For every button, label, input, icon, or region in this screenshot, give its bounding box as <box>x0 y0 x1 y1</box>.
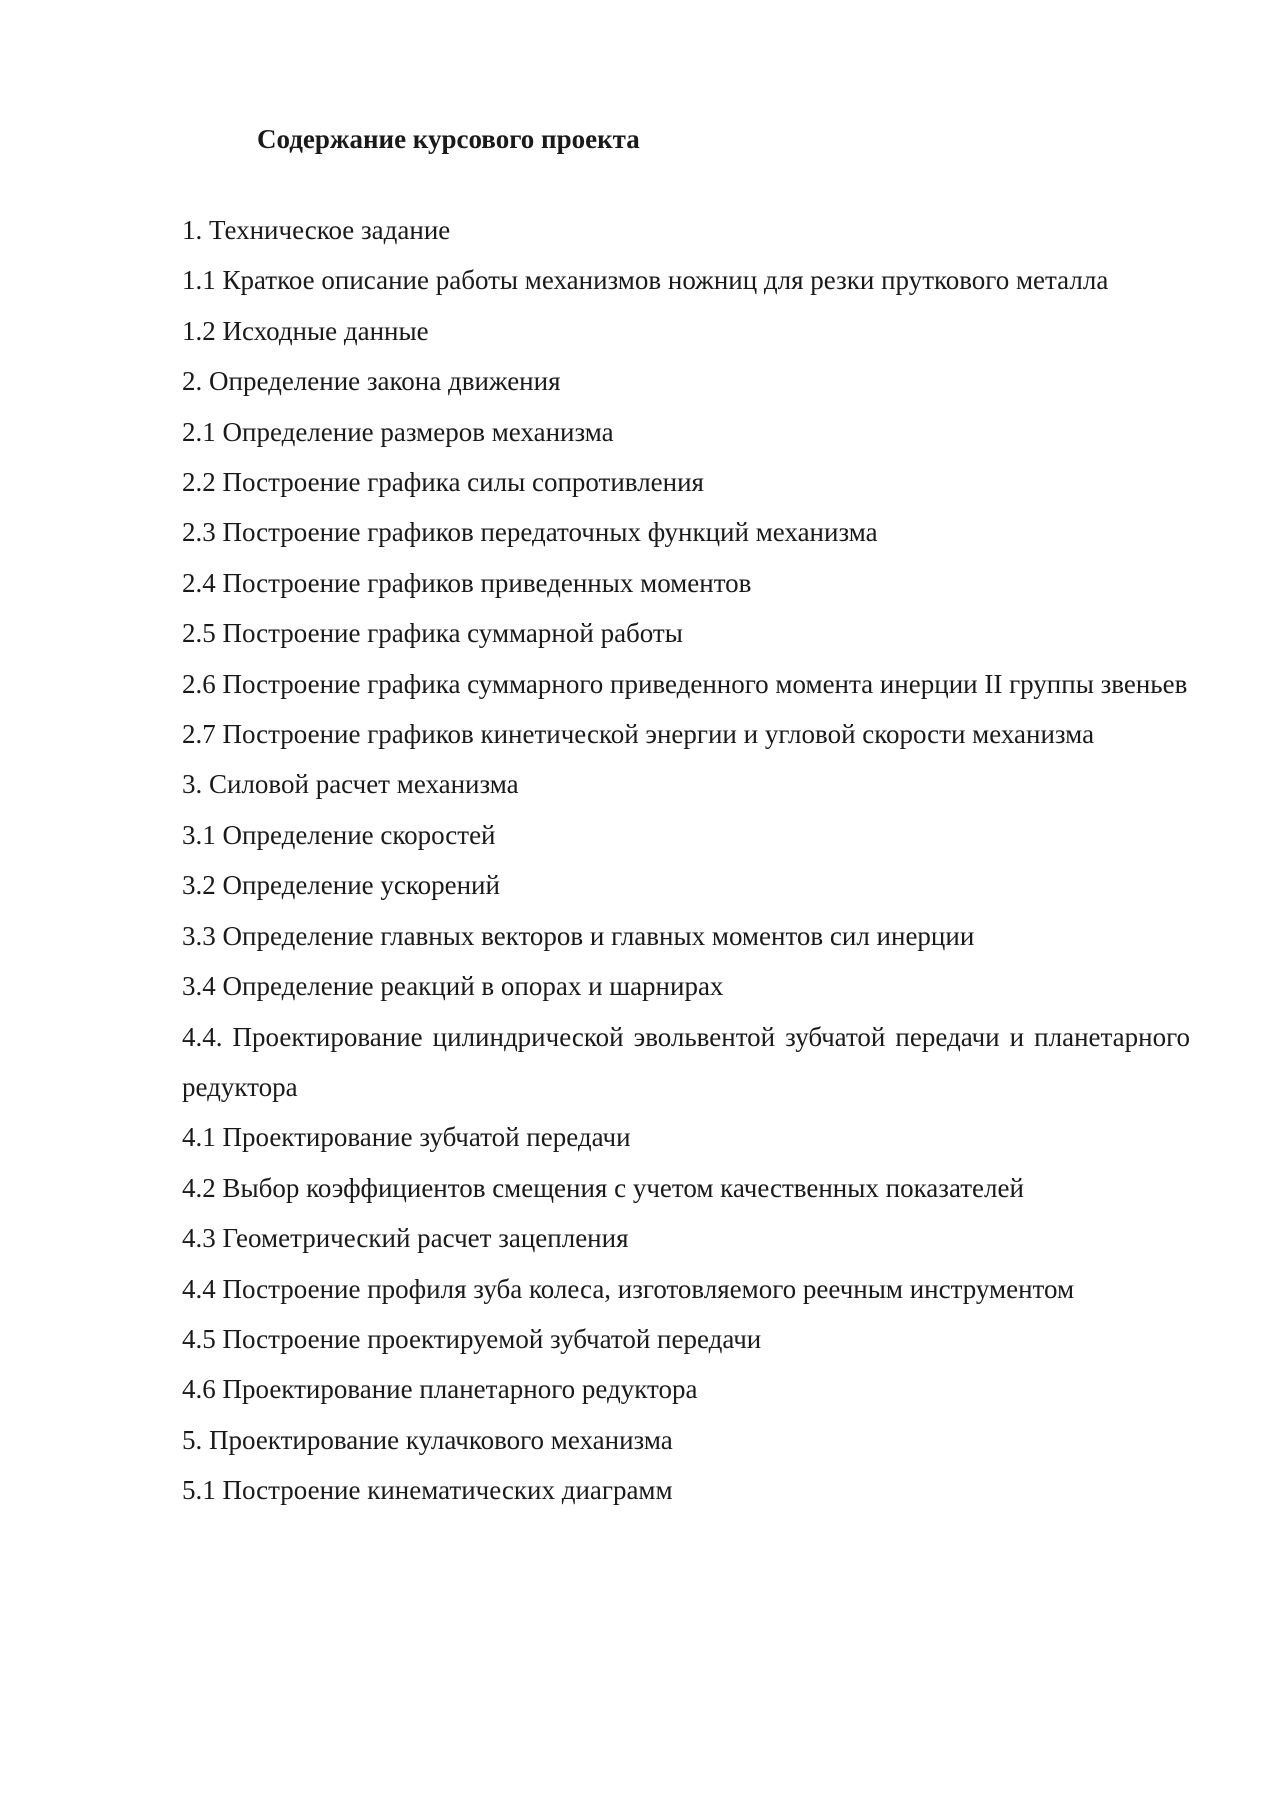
toc-item: 2.1 Определение размеров механизма <box>182 416 614 447</box>
toc-item: 2.2 Построение графика силы сопротивления <box>182 467 704 498</box>
toc-item: 5. Проектирование кулачкового механизма <box>182 1424 673 1455</box>
toc-item: 1. Техническое задание <box>182 215 451 245</box>
page-title: Содержание курсового проекта <box>257 124 640 154</box>
toc-item: 2.3 Построение графиков передаточных функций механизма <box>182 517 878 548</box>
toc-item: 2.7 Построение графиков кинетической энергии и угловой скорости механизма <box>182 719 1095 750</box>
toc-item: 3.4 Определение реакций в опорах и шарнирах <box>182 971 724 1002</box>
toc-item: 4.4. Проектирование цилиндрической эвольвентой зубчатой передачи и планетарного редуктора <box>182 1021 1190 1102</box>
toc-item: 2.5 Построение графика суммарной работы <box>182 618 683 649</box>
toc-item: 3.2 Определение ускорений <box>182 870 500 901</box>
toc-item: 2.4 Построение графиков приведенных моментов <box>182 567 752 598</box>
toc-item: 4.5 Построение проектируемой зубчатой передачи <box>182 1323 762 1354</box>
table-of-contents <box>182 205 1190 1516</box>
toc-item: 3. Силовой расчет механизма <box>182 769 519 800</box>
toc-item: 4.4 Построение профиля зуба колеса, изготовляемого реечным инструментом <box>182 1273 1075 1304</box>
toc-item: 4.6 Проектирование планетарного редуктора <box>182 1374 698 1405</box>
toc-item: 2. Определение закона движения <box>182 366 561 397</box>
toc-item: 5.1 Построение кинематических диаграмм <box>182 1475 673 1506</box>
toc-item: 4.2 Выбор коэффициентов смещения с учетом качественных показателей <box>182 1172 1024 1203</box>
toc-item: 4.1 Проектирование зубчатой передачи <box>182 1122 631 1153</box>
toc-item: 1.2 Исходные данные <box>182 315 429 346</box>
toc-item: 3.1 Определение скоростей <box>182 819 496 850</box>
toc-item: 4.3 Геометрический расчет зацепления <box>182 1223 629 1254</box>
toc-item: 3.3 Определение главных векторов и главных моментов сил инерции <box>182 920 975 951</box>
toc-item: 1.1 Краткое описание работы механизмов ножниц для резки пруткового металла <box>182 265 1109 296</box>
toc-item: 2.6 Построение графика суммарного приведенного момента инерции II группы звеньев <box>182 668 1188 699</box>
